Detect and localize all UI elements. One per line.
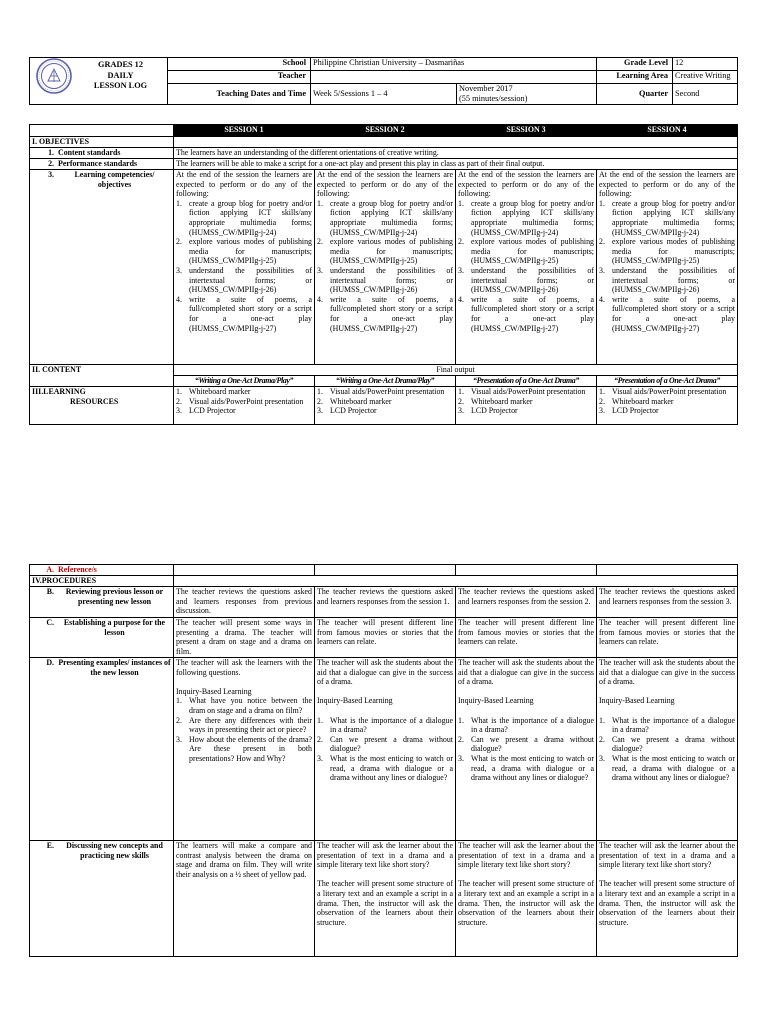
- competencies-list-item: [176, 266, 312, 295]
- learning-resources-heading: III.LEARNING RESOURCES: [30, 387, 174, 425]
- spacer: [599, 687, 735, 697]
- procedure-d-intro: The teacher will ask the learners with the following questions.: [176, 658, 312, 677]
- competencies-session-2: [315, 170, 456, 365]
- procedure-text: The teacher reviews the questions asked and learners responses from previous discussion.: [176, 587, 312, 616]
- competencies-list-item: [176, 199, 312, 237]
- item-number: 2.: [317, 734, 323, 744]
- item-number: 1.: [317, 198, 323, 208]
- procedure-b-session-4: [597, 587, 738, 618]
- item-number: 2.: [176, 715, 182, 725]
- spacer: [458, 870, 594, 880]
- objectives-heading: I. OBJECTIVES: [30, 137, 174, 148]
- competencies-list-item: [317, 237, 453, 266]
- item-number: 2.: [599, 734, 605, 744]
- item-number: 3.: [458, 406, 464, 416]
- spacer: [176, 677, 312, 687]
- item-text: explore various modes of publishing media for manuscripts; (HUMSS_CW/MPIIg-j-25): [471, 237, 594, 266]
- resources-list-item: [176, 406, 312, 416]
- item-text: write a suite of poems, a full/completed short story or a script for a one-act play (HUMSS_CW/MPIIg-j-27): [612, 294, 735, 333]
- item-number: 3.: [176, 734, 182, 744]
- competencies-list-item: [458, 266, 594, 295]
- item-text: explore various modes of publishing media for manuscripts; (HUMSS_CW/MPIIg-j-25): [330, 237, 453, 266]
- competencies-list-item: [599, 295, 735, 333]
- item-number: 2.: [458, 396, 464, 406]
- competencies-list: [458, 199, 594, 333]
- competencies-label: 3. Learning competencies/ objectives: [30, 170, 174, 365]
- item-text: Are there any differences with their ways in presenting their act or piece?: [189, 715, 312, 735]
- item-text: Visual aids/PowerPoint presentation: [471, 387, 586, 396]
- procedure-e-text: The learners will make a compare and contrast analysis between the drama on stage and drama on film. They will write their analysis on a ½ sheet of yellow pad.: [176, 841, 312, 879]
- date-line1: November 2017: [459, 84, 513, 93]
- competencies-list: [317, 199, 453, 333]
- item-number: 4.: [458, 294, 464, 304]
- spacer: [317, 687, 453, 697]
- resources-list-item: [599, 397, 735, 407]
- item-number: 1.: [599, 387, 605, 396]
- competencies-list-item: [599, 266, 735, 295]
- references-s3: [456, 565, 597, 576]
- item-number: 1.: [317, 387, 323, 396]
- inquiry-label: Inquiry-Based Learning: [317, 696, 393, 706]
- item-text: What is the most enticing to watch or read, a drama with dialogue or a drama without any lines or dialogue?: [330, 753, 453, 783]
- item-text: Visual aids/PowerPoint presentation: [330, 387, 445, 396]
- item-text: Can we present a drama without dialogue?: [471, 734, 594, 754]
- item-text: Visual aids/PowerPoint presentation: [189, 396, 304, 406]
- item-number: 2.: [317, 396, 323, 406]
- content-standards-text: The learners have an understanding of the different orientations of creative writing.: [174, 148, 738, 159]
- item-text: write a suite of poems, a full/completed short story or a script for a one-act play (HUMSS_CW/MPIIg-j-27): [330, 294, 453, 333]
- procedures-blank: [174, 576, 738, 587]
- spacer: [317, 706, 453, 716]
- procedure-e-label: E. Discussing new concepts and practicing new skills: [30, 841, 174, 957]
- procedure-d-questions-item: [176, 716, 312, 735]
- inquiry-label: Inquiry-Based Learning: [176, 686, 252, 696]
- procedure-text: The teacher reviews the questions asked and learners responses from the session 1.: [317, 587, 453, 606]
- competencies-list-item: [317, 295, 453, 333]
- session-3-header: SESSION 3: [456, 125, 597, 137]
- resources-session-4: [597, 387, 738, 425]
- procedure-d-questions-item: [176, 735, 312, 764]
- procedure-e-text-2: The teacher will present some structure of a literary text and an example a script in a drama. Then, the instructor will ask the observation of the learners about their structure.: [599, 879, 735, 927]
- item-number: 3.: [599, 406, 605, 416]
- lesson-log-label: LESSON LOG: [93, 81, 148, 91]
- competencies-list-item: [599, 237, 735, 266]
- item-text: understand the possibilities of intertextual forms; or (HUMSS_CW/MPIIg-j-26): [612, 265, 735, 295]
- procedure-c-session-3: [456, 618, 597, 658]
- procedure-e-text: The teacher will ask the learner about the presentation of text in a drama and a simple literary text like short story?: [599, 841, 735, 870]
- resources-list: [599, 387, 735, 416]
- resources-list-item: [176, 397, 312, 407]
- item-number: 3.: [317, 406, 323, 416]
- competencies-session-1: [174, 170, 315, 365]
- procedure-c-label: C. Establishing a purpose for the lesson: [30, 618, 174, 658]
- item-text: write a suite of poems, a full/completed short story or a script for a one-act play (HUMSS_CW/MPIIg-j-27): [189, 294, 312, 333]
- procedure-d-intro: The teacher will ask the students about the aid that a dialogue can give in the success of a drama.: [458, 658, 594, 687]
- procedure-d-session-4: [597, 658, 738, 841]
- grades-label: GRADES 12: [98, 60, 143, 70]
- session-4-header: SESSION 4: [597, 125, 738, 137]
- competencies-list-item: [458, 237, 594, 266]
- competencies-list-item: [317, 266, 453, 295]
- procedure-b-label: B. Reviewing previous lesson or presenting new lesson: [30, 587, 174, 618]
- header-logo-cell: [30, 58, 168, 105]
- procedures-table: [29, 564, 738, 957]
- item-number: 2.: [599, 396, 605, 406]
- resources-list-item: [176, 387, 312, 397]
- quarter-value: Second: [673, 84, 738, 105]
- item-text: understand the possibilities of intertextual forms; or (HUMSS_CW/MPIIg-j-26): [189, 265, 312, 295]
- procedure-d-session-1: [174, 658, 315, 841]
- item-text: What is the importance of a dialogue in a drama?: [612, 715, 735, 735]
- competencies-list-item: [176, 237, 312, 266]
- resources-list-item: [458, 406, 594, 416]
- procedure-d-session-2: [315, 658, 456, 841]
- item-text: Can we present a drama without dialogue?: [330, 734, 453, 754]
- performance-standards-text: The learners will be able to make a script for a one-act play and present this play in class as part of their final output.: [174, 159, 738, 170]
- procedure-e-text: The teacher will ask the learner about the presentation of text in a drama and a simple literary text like short story?: [458, 841, 594, 870]
- school-label: School: [168, 58, 311, 71]
- item-text: explore various modes of publishing media for manuscripts; (HUMSS_CW/MPIIg-j-25): [612, 237, 735, 266]
- performance-standards-label: 2. Performance standards: [30, 159, 174, 170]
- procedure-d-questions: [599, 716, 735, 783]
- procedures-heading: IV.PROCEDURES: [30, 576, 174, 587]
- spacer: [317, 870, 453, 880]
- item-text: create a group blog for poetry and/or fiction applying ICT skills/any appropriate multimedia forms; (HUMSS_CW/MPIIg-j-24): [471, 198, 594, 237]
- dates-label: Teaching Dates and Time: [168, 84, 311, 105]
- item-number: 2.: [458, 237, 464, 247]
- item-text: What is the most enticing to watch or read, a drama with dialogue or a drama without any lines or dialogue?: [612, 753, 735, 783]
- item-text: Whiteboard marker: [612, 396, 674, 406]
- item-number: 1.: [317, 715, 323, 725]
- item-text: LCD Projector: [612, 406, 659, 416]
- procedure-d-questions-item: [458, 716, 594, 735]
- procedure-d-label: D. Presenting examples/ instances of the new lesson: [30, 658, 174, 841]
- procedure-d-questions-item: [317, 754, 453, 783]
- procedure-d-questions-item: [599, 735, 735, 754]
- item-number: 1.: [599, 715, 605, 725]
- item-text: LCD Projector: [330, 406, 377, 416]
- spacer: [599, 706, 735, 716]
- grade-level-value: 12: [673, 58, 738, 71]
- competencies-session-3: [456, 170, 597, 365]
- item-text: What is the most enticing to watch or read, a drama with dialogue or a drama without any lines or dialogue?: [471, 753, 594, 783]
- procedure-b-session-3: [456, 587, 597, 618]
- spacer: [599, 870, 735, 880]
- procedure-d-questions: [176, 696, 312, 763]
- quarter-label: Quarter: [597, 84, 673, 105]
- date-line2: (55 minutes/session): [459, 94, 528, 103]
- spacer: [458, 687, 594, 697]
- procedure-e-session-2: [315, 841, 456, 957]
- procedure-c-session-4: [597, 618, 738, 658]
- item-text: What is the importance of a dialogue in a drama?: [330, 715, 453, 735]
- references-s4: [597, 565, 738, 576]
- resources-list-item: [317, 387, 453, 397]
- procedure-text: The teacher will present some ways in presenting a drama. The teacher will present a dram on stage and a drama on film.: [176, 618, 312, 656]
- learning-area-value: Creative Writing: [673, 71, 738, 84]
- procedure-b-session-1: [174, 587, 315, 618]
- resources-list: [176, 387, 312, 416]
- procedure-text: The teacher will present different line from famous movies or stories that the learners can relate.: [317, 618, 453, 647]
- final-output-label: Final output: [174, 365, 738, 376]
- item-text: What have you notice between the dram on stage and a drama on film?: [189, 696, 312, 715]
- item-number: 2.: [599, 237, 605, 247]
- item-number: 2.: [176, 237, 182, 247]
- item-number: 1.: [458, 715, 464, 725]
- item-text: Whiteboard marker: [471, 396, 533, 406]
- competencies-list: [599, 199, 735, 333]
- item-number: 3.: [317, 753, 323, 763]
- item-number: 1.: [176, 198, 182, 208]
- grade-level-label: Grade Level: [597, 58, 673, 71]
- competencies-list-item: [599, 199, 735, 237]
- item-number: 4.: [176, 294, 182, 304]
- procedure-c-session-1: [174, 618, 315, 658]
- item-text: understand the possibilities of intertextual forms; or (HUMSS_CW/MPIIg-j-26): [471, 265, 594, 295]
- item-number: 3.: [599, 753, 605, 763]
- item-text: write a suite of poems, a full/completed short story or a script for a one-act play (HUMSS_CW/MPIIg-j-27): [471, 294, 594, 333]
- resources-list-item: [599, 406, 735, 416]
- objectives-table: [29, 124, 738, 425]
- procedure-d-intro: The teacher will ask the students about the aid that a dialogue can give in the success of a drama.: [599, 658, 735, 687]
- procedure-d-questions-item: [176, 696, 312, 715]
- resources-list-item: [317, 397, 453, 407]
- item-number: 2.: [317, 237, 323, 247]
- references-s2: [315, 565, 456, 576]
- competencies-session-4: [597, 170, 738, 365]
- item-number: 1.: [176, 387, 182, 396]
- item-number: 3.: [176, 265, 182, 275]
- content-heading: II. CONTENT: [30, 365, 174, 387]
- item-text: create a group blog for poetry and/or fiction applying ICT skills/any appropriate multimedia forms; (HUMSS_CW/MPIIg-j-24): [189, 198, 312, 237]
- competencies-list-item: [176, 295, 312, 333]
- competencies-list-item: [458, 199, 594, 237]
- item-number: 3.: [176, 406, 182, 416]
- item-number: 3.: [599, 265, 605, 275]
- item-text: LCD Projector: [471, 406, 518, 416]
- teacher-label: Teacher: [168, 71, 311, 84]
- resources-list: [317, 387, 453, 416]
- competencies-list-item: [458, 295, 594, 333]
- resources-list: [458, 387, 594, 416]
- daily-label: DAILY: [107, 70, 134, 80]
- resources-list-item: [458, 397, 594, 407]
- competencies-list-item: [317, 199, 453, 237]
- item-text: What is the importance of a dialogue in a drama?: [471, 715, 594, 735]
- item-text: Whiteboard marker: [189, 387, 251, 396]
- dates-value: [457, 84, 597, 105]
- procedure-d-questions-item: [599, 754, 735, 783]
- item-number: 3.: [458, 265, 464, 275]
- procedure-e-text-2: The teacher will present some structure of a literary text and an example a script in a drama. Then, the instructor will ask the observation of the learners about their structure.: [317, 879, 453, 927]
- university-seal-icon: [34, 57, 74, 95]
- item-number: 1.: [458, 387, 464, 396]
- item-text: LCD Projector: [189, 406, 236, 416]
- references-s1: [174, 565, 315, 576]
- procedure-e-session-3: [456, 841, 597, 957]
- procedure-d-questions: [458, 716, 594, 783]
- objectives-blank: [174, 137, 738, 148]
- item-number: 2.: [176, 396, 182, 406]
- competencies-intro: At the end of the session the learners are expected to perform or do any of the following:: [458, 170, 594, 199]
- content-standards-label: 1. Content standards: [30, 148, 174, 159]
- procedure-d-session-3: [456, 658, 597, 841]
- item-text: How about the elements of the drama? Are these present in both presentations? How and Why?: [189, 734, 312, 763]
- inquiry-label: Inquiry-Based Learning: [458, 696, 534, 706]
- procedure-d-questions-item: [317, 735, 453, 754]
- procedure-d-questions-item: [458, 754, 594, 783]
- session-header-blank: [30, 125, 174, 137]
- item-text: create a group blog for poetry and/or fiction applying ICT skills/any appropriate multimedia forms; (HUMSS_CW/MPIIg-j-24): [612, 198, 735, 237]
- item-text: understand the possibilities of intertextual forms; or (HUMSS_CW/MPIIg-j-26): [330, 265, 453, 295]
- procedure-e-text-2: The teacher will present some structure of a literary text and an example a script in a drama. Then, the instructor will ask the observation of the learners about their structure.: [458, 879, 594, 927]
- teacher-value: [311, 71, 597, 84]
- item-number: 1.: [176, 696, 182, 706]
- procedure-d-questions-item: [599, 716, 735, 735]
- resources-list-item: [458, 387, 594, 397]
- competencies-intro: At the end of the session the learners are expected to perform or do any of the following:: [317, 170, 453, 199]
- competencies-intro: At the end of the session the learners are expected to perform or do any of the following:: [176, 170, 312, 199]
- competencies-list: [176, 199, 312, 333]
- resources-list-item: [599, 387, 735, 397]
- item-number: 1.: [458, 198, 464, 208]
- item-number: 2.: [458, 734, 464, 744]
- school-value: Philippine Christian University – Dasmariñas: [311, 58, 597, 71]
- inquiry-label: Inquiry-Based Learning: [599, 696, 675, 706]
- item-number: 1.: [599, 198, 605, 208]
- procedure-e-text: The teacher will ask the learner about the presentation of text in a drama and a simple literary text like short story?: [317, 841, 453, 870]
- learning-area-label: Learning Area: [597, 71, 673, 84]
- header-table: [29, 57, 738, 105]
- procedure-d-intro: The teacher will ask the students about the aid that a dialogue can give in the success of a drama.: [317, 658, 453, 687]
- item-number: 4.: [599, 294, 605, 304]
- week-value: Week 5/Sessions 1 – 4: [311, 84, 457, 105]
- item-text: create a group blog for poetry and/or fiction applying ICT skills/any appropriate multimedia forms; (HUMSS_CW/MPIIg-j-24): [330, 198, 453, 237]
- item-number: 3.: [317, 265, 323, 275]
- references-label: A. Reference/s: [30, 565, 174, 576]
- procedure-d-questions-item: [317, 716, 453, 735]
- resources-list-item: [317, 406, 453, 416]
- resources-session-2: [315, 387, 456, 425]
- procedure-e-session-4: [597, 841, 738, 957]
- session-1-header: SESSION 1: [174, 125, 315, 137]
- resources-session-1: [174, 387, 315, 425]
- competencies-intro: At the end of the session the learners are expected to perform or do any of the following:: [599, 170, 735, 199]
- procedure-text: The teacher will present different line from famous movies or stories that the learners can relate.: [458, 618, 594, 647]
- item-number: 3.: [458, 753, 464, 763]
- procedure-c-session-2: [315, 618, 456, 658]
- content-title-session-2: “Writing a One-Act Drama/Play”: [315, 376, 456, 387]
- procedure-b-session-2: [315, 587, 456, 618]
- item-text: explore various modes of publishing media for manuscripts; (HUMSS_CW/MPIIg-j-25): [189, 237, 312, 266]
- procedure-text: The teacher reviews the questions asked and learners responses from the session 3.: [599, 587, 735, 606]
- spacer: [458, 706, 594, 716]
- content-title-session-4: “Presentation of a One-Act Drama”: [597, 376, 738, 387]
- item-text: Can we present a drama without dialogue?: [612, 734, 735, 754]
- procedure-d-questions-item: [458, 735, 594, 754]
- procedure-text: The teacher will present different line from famous movies or stories that the learners can relate.: [599, 618, 735, 647]
- content-title-session-1: “Writing a One-Act Drama/Play”: [174, 376, 315, 387]
- procedure-e-session-1: [174, 841, 315, 957]
- procedure-text: The teacher reviews the questions asked and learners responses from the session 2.: [458, 587, 594, 606]
- item-text: Visual aids/PowerPoint presentation: [612, 387, 727, 396]
- procedure-d-questions: [317, 716, 453, 783]
- resources-session-3: [456, 387, 597, 425]
- item-text: Whiteboard marker: [330, 396, 392, 406]
- content-title-session-3: “Presentation of a One-Act Drama”: [456, 376, 597, 387]
- session-2-header: SESSION 2: [315, 125, 456, 137]
- item-number: 4.: [317, 294, 323, 304]
